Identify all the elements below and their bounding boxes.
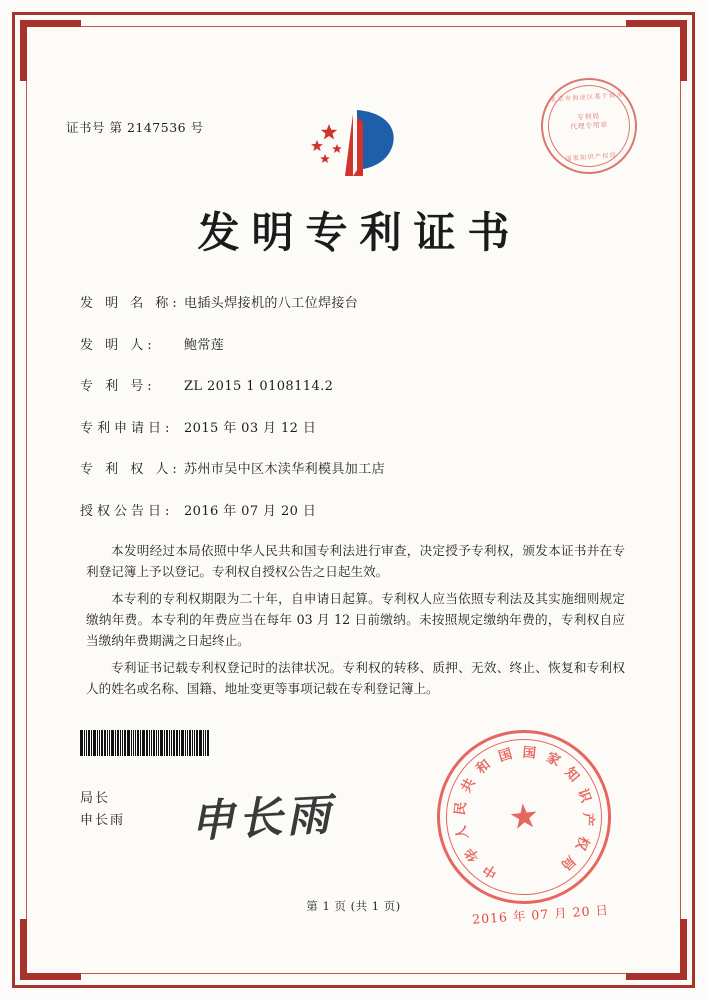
field-row — [80, 334, 627, 353]
field-value: 2016 年 07 月 20 日 — [184, 503, 317, 519]
body-paragraphs — [86, 540, 625, 705]
seal-arc-char: 民 — [451, 800, 470, 817]
seal-arc-char: 知 — [561, 764, 583, 786]
field-value: 2015 年 03 月 12 日 — [184, 420, 317, 436]
signature-title-line1: 局长 — [80, 791, 111, 806]
page-title: 发明专利证书 — [197, 208, 522, 257]
seal-arc-char: 家 — [543, 749, 563, 771]
field-label: 专利申请日: — [80, 420, 174, 436]
field-label: 发 明 名 称: — [80, 296, 181, 311]
certificate-number: 证书号 第 2147536 号 — [66, 120, 204, 135]
field-row — [80, 375, 627, 394]
agency-stamp-line1: 专利局 — [576, 112, 600, 122]
field-row — [80, 458, 627, 477]
seal-arc-char: 国 — [496, 746, 515, 766]
handwritten-signature: 申长雨 — [188, 789, 336, 848]
paragraph: 专利证书记载专利权登记时的法律状况。专利权的转移、质押、无效、终止、恢复和专利权人的姓名或名称、国籍、地址变更等事项记载在专利登记簿上。 — [86, 660, 625, 696]
agency-stamp-arc-top: 北京市海淀区基于商务 — [549, 91, 625, 104]
seal-arc-char: 局 — [558, 852, 579, 874]
seal-arc-char: 产 — [579, 812, 597, 827]
signature-title-line2: 申长雨 — [80, 813, 126, 828]
seal-arc-char: 中 — [480, 860, 501, 882]
field-value: 鲍常莲 — [184, 337, 225, 353]
seal-star-icon: ★ — [506, 795, 542, 839]
field-value: 电插头焊接机的八工位焊接台 — [184, 296, 359, 311]
seal-arc-char: 华 — [461, 844, 483, 865]
signature-title — [80, 788, 125, 832]
seal-arc-char: 共 — [457, 775, 479, 796]
field-label: 发 明 人: — [80, 337, 156, 353]
barcode-icon — [80, 730, 276, 756]
sipo-logo-icon — [279, 102, 429, 182]
page-footer: 第 1 页 (共 1 页) — [306, 899, 401, 913]
paragraph: 本发明经过本局依照中华人民共和国专利法进行审查，决定授予专利权，颁发本证书并在专利登记簿上予以登记。专利权自授权公告之日起生效。 — [86, 543, 625, 579]
seal-arc-char: 人 — [452, 824, 472, 842]
agency-stamp-line2: 代理专用章 — [570, 120, 608, 132]
seal-date: 2016 年 07 月 20 日 — [471, 902, 610, 927]
seal-arc-char: 国 — [522, 744, 537, 762]
field-row — [80, 417, 627, 436]
seal-arc-char: 权 — [572, 833, 593, 853]
field-label: 专 利 权 人: — [80, 462, 181, 477]
certificate-content — [40, 40, 667, 960]
seal-arc-char: 和 — [473, 756, 495, 778]
field-list — [80, 292, 627, 541]
field-value: 苏州市吴中区木渎华利模具加工店 — [184, 462, 386, 477]
field-row — [80, 500, 627, 519]
field-value: ZL 2015 1 0108114.2 — [184, 379, 334, 394]
seal-arc-char: 识 — [574, 786, 595, 805]
official-seal-icon — [428, 721, 619, 912]
agency-stamp-arc-bottom: 国家知识产权局 — [565, 152, 618, 163]
paragraph: 本专利的专利权期限为二十年，自申请日起算。专利权人应当依照专利法及其实施细则规定缴纳年费。本专利的年费应当在每年 03 月 12 日前缴纳。未按照规定缴纳年费的，专利权自应当缴纳年费期满之日起终止。 — [86, 591, 625, 648]
field-label: 专 利 号: — [80, 379, 156, 394]
field-row — [80, 292, 627, 311]
agency-stamp-icon — [538, 75, 640, 177]
field-label: 授权公告日: — [80, 503, 174, 519]
